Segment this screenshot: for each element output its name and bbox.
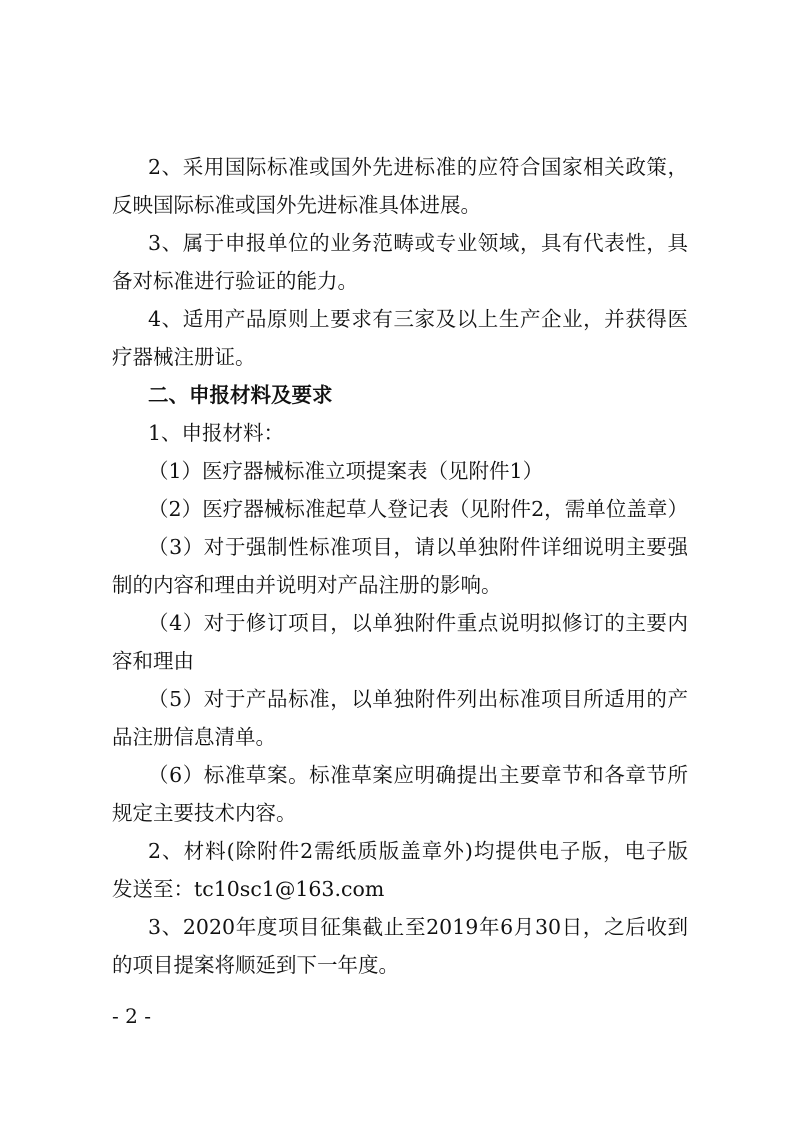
paragraph-line: 3、2020年度项目征集截止至2019年6月30日，之后收到 xyxy=(148,915,688,939)
material-item-6 xyxy=(112,756,688,832)
paragraph-line: 2、采用国际标准或国外先进标准的应符合国家相关政策， xyxy=(148,155,688,179)
paragraph-line: 反映国际标准或国外先进标准具体进展。 xyxy=(112,193,481,217)
paragraph-line: （5）对于产品标准，以单独附件列出标准项目所适用的产 xyxy=(148,687,688,711)
section-heading-text: 二、申报材料及要求 xyxy=(148,383,333,407)
paragraph-line: （6）标准草案。标准草案应明确提出主要章节和各章节所 xyxy=(148,763,688,787)
submission-item-2 xyxy=(112,832,688,908)
paragraph-line: （4）对于修订项目，以单独附件重点说明拟修订的主要内 xyxy=(148,611,688,635)
materials-subheading xyxy=(112,414,688,452)
material-item-1 xyxy=(112,452,688,490)
paragraph-line: （1）医疗器械标准立项提案表（见附件1） xyxy=(148,459,544,483)
email-line: 发送至：tc10sc1@163.com xyxy=(112,877,385,901)
material-item-4 xyxy=(112,604,688,680)
paragraph-line: 备对标准进行验证的能力。 xyxy=(112,269,358,293)
paragraph-line: 制的内容和理由并说明对产品注册的影响。 xyxy=(112,573,502,597)
page-number: - 2 - xyxy=(112,1004,151,1028)
deadline-item-3 xyxy=(112,908,688,984)
paragraph-line: （3）对于强制性标准项目，请以单独附件详细说明主要强 xyxy=(148,535,688,559)
material-item-2 xyxy=(112,490,688,528)
paragraph-line: 规定主要技术内容。 xyxy=(112,801,297,825)
document-body xyxy=(112,148,688,984)
paragraph-line: 容和理由 xyxy=(112,649,194,673)
section-heading xyxy=(112,376,688,414)
paragraph-line: 3、属于申报单位的业务范畴或专业领域，具有代表性，具 xyxy=(148,231,688,255)
paragraph-line: 4、适用产品原则上要求有三家及以上生产企业，并获得医 xyxy=(148,307,688,331)
requirement-item-4 xyxy=(112,300,688,376)
requirement-item-2 xyxy=(112,148,688,224)
paragraph-line: 疗器械注册证。 xyxy=(112,345,256,369)
paragraph-line: 的项目提案将顺延到下一年度。 xyxy=(112,953,399,977)
material-item-5 xyxy=(112,680,688,756)
material-item-3 xyxy=(112,528,688,604)
paragraph-line: 2、材料(除附件2需纸质版盖章外)均提供电子版，电子版 xyxy=(148,839,688,863)
requirement-item-3 xyxy=(112,224,688,300)
paragraph-line: （2）医疗器械标准起草人登记表（见附件2，需单位盖章） xyxy=(148,497,688,521)
paragraph-line: 品注册信息清单。 xyxy=(112,725,276,749)
paragraph-line: 1、申报材料： xyxy=(148,421,285,445)
